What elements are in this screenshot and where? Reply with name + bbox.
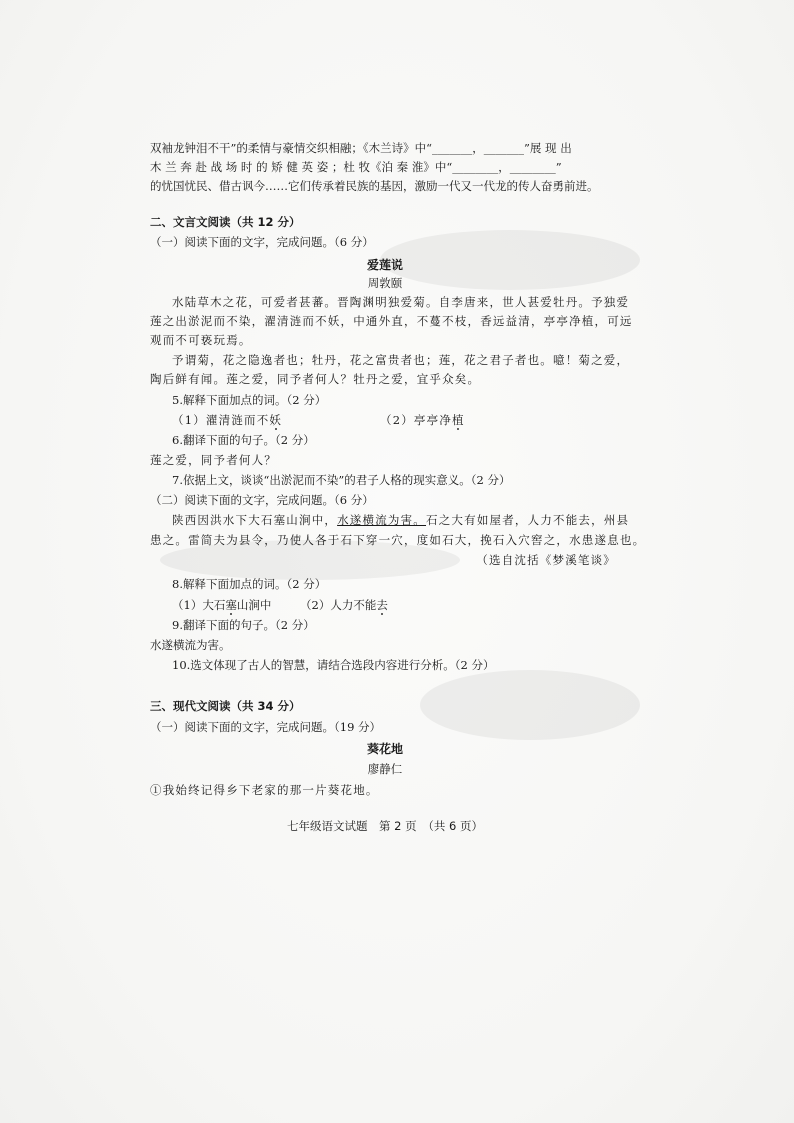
question-9: 9.翻译下面的句子。（2 分）	[172, 618, 315, 632]
section-heading: 三、现代文阅读（共 34 分）	[150, 699, 301, 713]
dotted-word: 塞	[225, 598, 237, 612]
section-heading: 二、文言文阅读（共 12 分）	[150, 215, 301, 229]
intro-line-3: 的忧国忧民、借古讽今……它们传承着民族的基因，激励一代又一代龙的传人奋勇前进。	[150, 179, 599, 193]
intro-line-2: 木 兰 奔 赴 战 场 时 的 矫 健 英 姿 ；杜 牧《泊 秦 淮》中“________，________”	[150, 160, 562, 174]
q5-item-1-text: （1）濯清涟而不	[172, 413, 270, 427]
passage-line: 予谓菊，花之隐逸者也；牡丹，花之富贵者也；莲，花之君子者也。噫！菊之爱，	[172, 353, 630, 367]
q9-sentence: 水遂横流为害。	[150, 638, 231, 652]
q8-item-1	[172, 597, 271, 615]
passage-line: 陶后鲜有闻。莲之爱，同予者何人？牡丹之爱，宜乎众矣。	[150, 372, 481, 386]
text-title: 葵花地	[366, 742, 403, 756]
dotted-word: 去	[376, 598, 388, 612]
passage-line: 莲之出淤泥而不染，濯清涟而不妖，中通外直，不蔓不枝，香远益清，亭亭净植，可远	[150, 314, 633, 328]
page-footer: 七年级语文试题 第 2 页 （共 6 页）	[286, 819, 483, 833]
question-10: 10.选文体现了古人的智慧，请结合选段内容进行分析。（2 分）	[172, 658, 495, 672]
passage-line: 观而不可亵玩焉。	[150, 333, 252, 347]
text-title: 爱莲说	[366, 258, 403, 272]
passage-line: 水陆草木之花，可爱者甚蕃。晋陶渊明独爱菊。自李唐来，世人甚爱牡丹。予独爱	[172, 295, 630, 309]
passage-line: ①我始终记得乡下老家的那一片葵花地。	[150, 783, 379, 797]
q8-item-1-text: 山涧中	[236, 598, 272, 612]
q8-item-2	[300, 597, 388, 615]
passage-segment: 陕西因洪水下大石塞山涧中，	[172, 513, 338, 527]
q5-item-1	[172, 412, 282, 430]
passage-source: （选自沈括《梦溪笔谈》	[476, 553, 616, 567]
text-author: 周敦颐	[367, 276, 403, 290]
intro-line-1: 双袖龙钟泪不干”的柔情与豪情交织相融；《木兰诗》中“_______，_______”展 现 出	[150, 141, 572, 155]
question-5: 5.解释下面加点的词。（2 分）	[172, 393, 327, 407]
q5-item-2	[380, 412, 465, 430]
question-7: 7.依据上文，谈谈“出淤泥而不染”的君子人格的现实意义。（2 分）	[172, 473, 511, 487]
question-6: 6.翻译下面的句子。（2 分）	[172, 433, 315, 447]
passage-line: 患之。雷简夫为县令，乃使人各于石下穿一穴，度如石大，挽石入穴窖之，水患遂息也。	[150, 533, 646, 547]
passage-segment: 石之大有如屋者，人力不能去，州县	[426, 513, 630, 527]
question-8: 8.解释下面加点的词。（2 分）	[172, 577, 327, 591]
dotted-word: 妖	[269, 413, 283, 427]
part-instruction: （一）阅读下面的文字，完成问题。（19 分）	[150, 720, 382, 734]
part-instruction: （一）阅读下面的文字，完成问题。（6 分）	[150, 235, 374, 249]
underlined-sentence: 水遂横流为害。	[337, 513, 427, 527]
q6-sentence: 莲之爱，同予者何人？	[150, 453, 277, 467]
q5-item-2-text: （2）亭亭净	[380, 413, 453, 427]
part-instruction: （二）阅读下面的文字，完成问题。（6 分）	[150, 493, 374, 507]
dotted-word: 植	[452, 413, 465, 427]
passage-line	[172, 512, 629, 530]
scan-shadow	[420, 670, 640, 740]
q8-item-1-text: （1）大石	[172, 598, 226, 612]
q8-item-2-text: （2）人力不能	[300, 598, 377, 612]
text-author: 廖静仁	[367, 762, 403, 776]
